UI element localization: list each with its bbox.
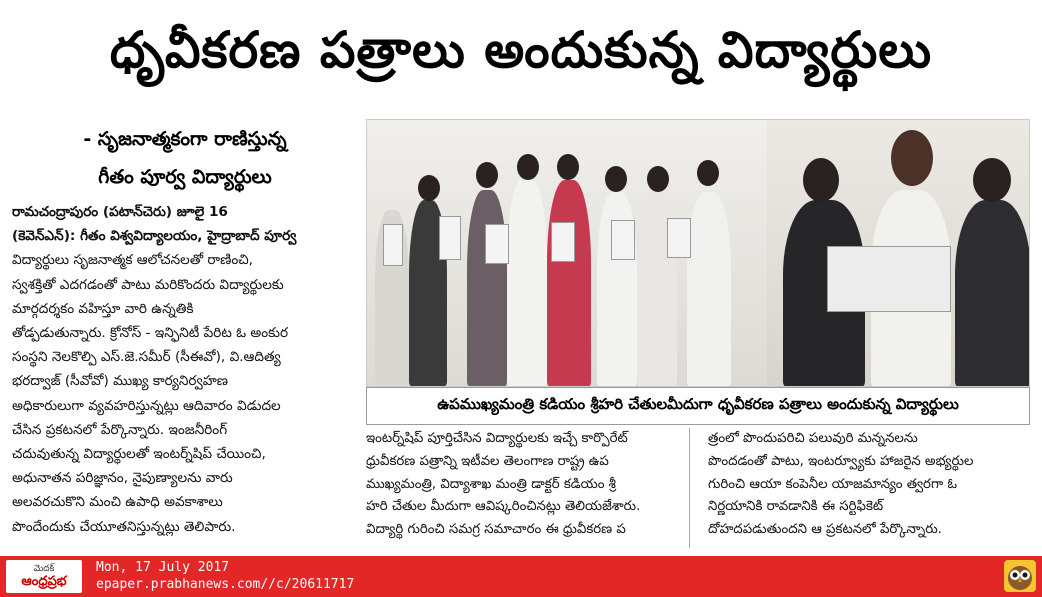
article-line: విద్యార్థులు సృజనాత్మక ఆలోచనలతో రాణించి,	[12, 252, 253, 269]
newspaper-logo[interactable]	[6, 560, 82, 593]
article-line: ఇంటర్న్‌షిప్ పూర్తిచేసిన విద్యార్థులకు ఇచ్చే కార్పొరేట్	[366, 431, 628, 446]
footer-bar	[0, 556, 1042, 597]
subheading-1: - సృజనాత్మకంగా రాణిస్తున్న	[83, 128, 287, 150]
news-photo	[366, 119, 1030, 387]
article-line: నిర్ణయానికి రావడానికి ఈ సర్టిఫికెట్	[708, 499, 884, 515]
right-article-column	[700, 428, 1030, 548]
article-line: (కెవెన్‌ఎన్‌): గీతం విశ్వవిద్యాలయం, హైద్రాబాద్ పూర్వ	[12, 228, 297, 245]
article-line: గురించి ఆయా కంపెనీల యాజమాన్యం త్వరగా ఓ	[708, 476, 958, 492]
owl-icon[interactable]	[1002, 558, 1038, 594]
article-line: రామచంద్రాపురం (పటాన్‌చెరు) జూలై 16	[12, 204, 228, 220]
article-line: స్వశక్తితో ఎదగడంతో పాటు మరికొందరు విద్యార్థులకు	[12, 276, 284, 293]
article-line: భరద్వాజ్ (సీవోవో) ముఖ్య కార్యనిర్వహణ	[12, 373, 228, 390]
article-line: చదువుతున్న విద్యార్థులతో ఇంటర్న్‌షిప్ చేయించి,	[12, 446, 266, 463]
article-line: పొందడంతో పాటు, ఇంటర్వ్యూకు హాజరైన అభ్యర్థుల	[708, 453, 974, 469]
logo-edition: మెదక్	[33, 563, 55, 574]
article-line: ముఖ్యమంత్రి, విద్యాశాఖ మంత్రి డాక్టర్ కడియం శ్రీ	[366, 476, 616, 492]
minister-photo	[767, 120, 1030, 387]
photo-caption: ఉపముఖ్యమంత్రి కడియం శ్రీహరి చేతులమీదుగా ధృవీకరణ పత్రాలు అందుకున్న విద్యార్థులు	[366, 387, 1030, 425]
article-line: చేసిన ప్రకటనలో పేర్కొన్నారు. ఇంజనీరింగ్	[12, 421, 228, 438]
article-line: విద్యార్థి గురించి సమగ్ర సమాచారం ఈ ధ్రువీకరణ ప	[366, 522, 626, 538]
logo-name: ఆంధ్రప్రభ	[21, 573, 67, 589]
article-line: అధునాతన పరిజ్ఞానం, నైపుణ్యాలను వారు	[12, 470, 233, 487]
left-article-column	[12, 200, 360, 545]
article-line: దోహదపడుతుందని ఆ ప్రకటనలో పేర్కొన్నారు.	[708, 522, 942, 538]
article-line: త్రంలో పొందుపరిచి పలువురి మన్ననలను	[708, 431, 918, 446]
subheading-2: గీతం పూర్వ విద్యార్థులు	[98, 166, 272, 188]
group-photo	[367, 120, 767, 387]
epaper-url[interactable]: epaper.prabhanews.com//c/20611717	[96, 577, 355, 592]
article-line: అలవరచుకొని మంచి ఉపాధి అవకాశాలు	[12, 494, 223, 511]
article-line: మార్గదర్శకం వహిస్తూ వారి ఉన్నతికి	[12, 300, 194, 317]
middle-article-column	[366, 428, 690, 548]
edition-date: Mon, 17 July 2017	[96, 560, 230, 575]
article-line: అధికారులుగా వ్యవహరిస్తున్నట్లు ఆదివారం విడుదల	[12, 397, 281, 414]
article-line: ధ్రువీకరణ పత్రాన్ని ఇటీవల తెలంగాణ రాష్ట్ర ఉప	[366, 453, 609, 469]
article-line: సంస్థని నెలకొల్పి ఎస్.జె.సమీర్ (సీఈవో), వి.ఆదిత్య	[12, 349, 281, 366]
article-line: తోడ్పడుతున్నారు. క్రోనోస్ - ఇన్ఫినిటీ పేరిట ఓ అంకుర	[12, 325, 289, 342]
article-line: పొందేందుకు చేయూతనిస్తున్నట్లు తెలిపారు.	[12, 518, 236, 535]
article-line: హరి చేతుల మీదుగా ఆవిష్కరించినట్లు తెలియజేశారు.	[366, 499, 641, 515]
footer-info	[96, 559, 354, 593]
headline: ధృవీకరణ పత్రాలు అందుకున్న విద్యార్థులు	[109, 20, 933, 79]
